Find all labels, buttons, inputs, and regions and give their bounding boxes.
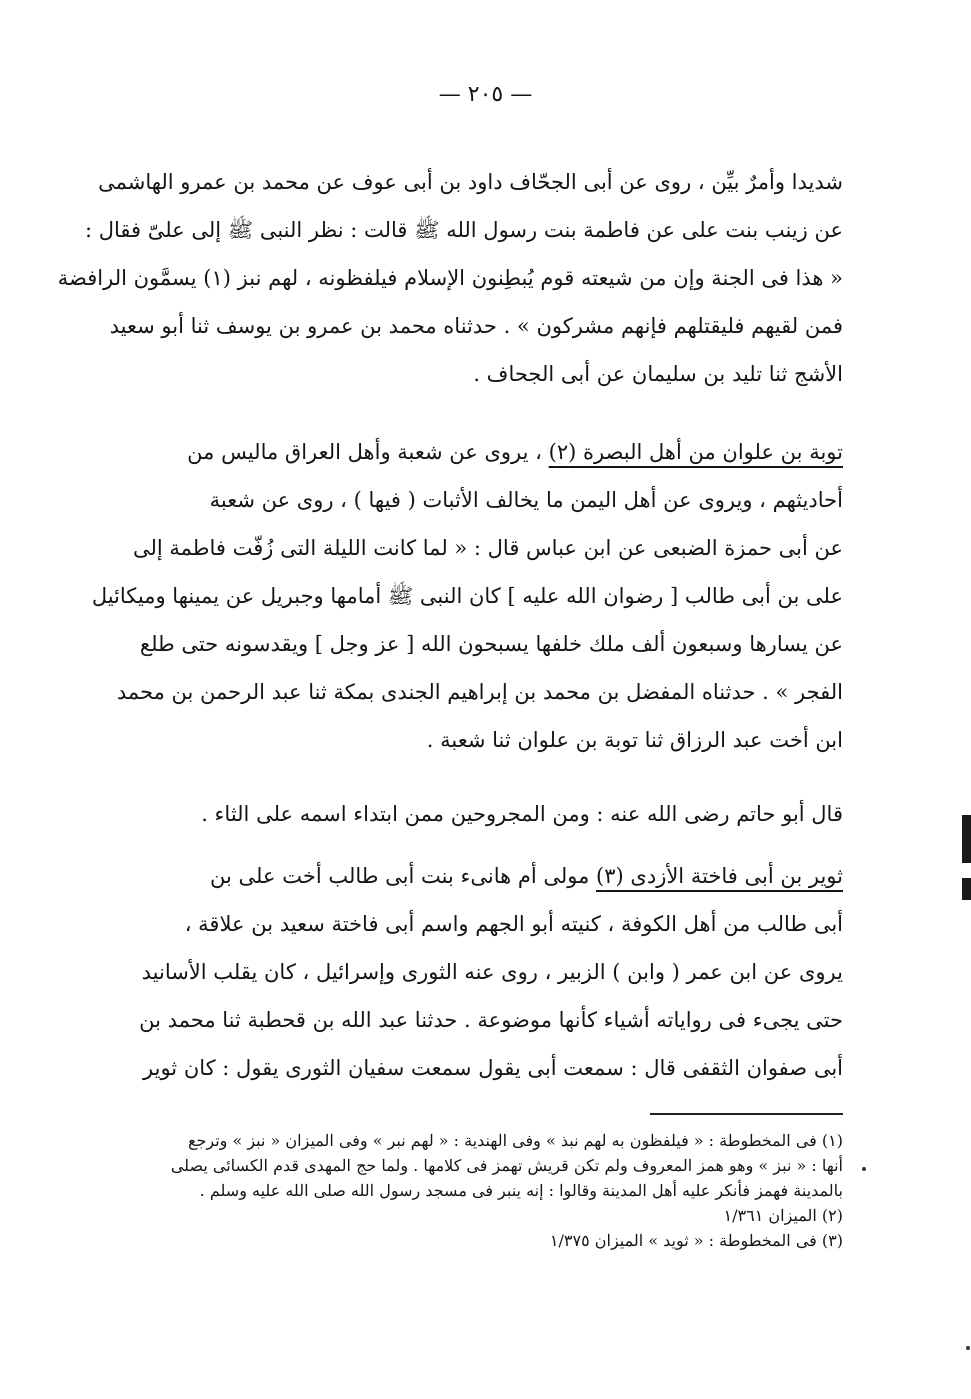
page-number: — ٢٠٥ — <box>438 82 533 107</box>
text-line: ابن أخت عبد الرزاق ثنا توبة بن علوان ثنا شعبة . <box>426 728 843 752</box>
entry-thuwayr <box>125 852 843 1092</box>
text-line: الفجر » . حدثناه المفضل بن محمد بن إبراهيم الجندى بمكة ثنا عبد الرحمن بن محمد <box>116 680 843 704</box>
scan-speck <box>862 1167 866 1171</box>
text-line: شديدا وأمرٌ بيِّن ، روى عن أبى الجحّاف داود بن أبى عوف عن محمد بن عمرو الهاشمى <box>98 170 843 194</box>
entry-heading: توبة بن علوان من أهل البصرة (٢) <box>548 440 843 464</box>
entry-heading: ثوير بن أبى فاختة الأزدى (٣) <box>596 864 843 888</box>
section-note-tha <box>125 790 843 838</box>
text-line: أبى طالب من أهل الكوفة ، كنيته أبو الجهم واسم أبى فاختة سعيد بن علاقة ، <box>184 912 843 936</box>
text-line: عن يسارها وسبعون ألف ملك خلفها يسبحون الله [ عز وجل ] ويقدسونه حتى طلع <box>139 632 843 656</box>
scan-edge-mark <box>962 878 971 900</box>
text-segment: ، يروى عن شعبة وأهل العراق ماليس من <box>187 440 542 464</box>
footnote-line: (٣) فى المخطوطة : « ثويد » الميزان ١/٣٧٥ <box>549 1231 843 1250</box>
text-line: أحاديثهم ، ويروى عن أهل اليمن ما يخالف الأثبات ( فيها ) ، روى عن شعبة <box>209 488 843 512</box>
footnote-line: بالمدينة فهمز فأنكر عليه أهل المدينة وقالوا : إنه ينبر فى مسجد رسول الله صلى الله عليه وسلم . <box>199 1181 843 1200</box>
text-line: على بن أبى طالب [ رضوان الله عليه ] كان النبى ﷺ أمامها وجبريل عن يمينها وميكائيل <box>91 584 843 608</box>
footnote-line: أنها : « نبز » وهو همز المعروف ولم تكن قريش تهمز فى كلامها . ولما حج المهدى قدم الكسائى يصلى <box>170 1156 843 1175</box>
text-line: « هذا فى الجنة وإن من شيعته قوم يُبطِنون الإسلام فيلفظونه ، لهم نبز (١) يسمَّون الرافضة <box>57 266 843 290</box>
text-line <box>125 428 843 476</box>
footnote-line: (٢) الميزان ١/٣٦١ <box>723 1206 843 1225</box>
footnote-line: (١) فى المخطوطة : « فيلفظون به لهم نبذ » وفى الهندية : « لهم نبر » وفى الميزان « نبز » وترجع <box>187 1131 843 1150</box>
footnotes <box>125 1128 843 1253</box>
text-line: الأشج ثنا تليد بن سليمان عن أبى الجحاف . <box>473 362 843 386</box>
text-line: عن زينب بنت على عن فاطمة بنت رسول الله ﷺ قالت : نظر النبى ﷺ إلى علىّ فقال : <box>84 218 843 242</box>
footnote-divider <box>650 1113 843 1115</box>
text-line: حتى يجىء فى رواياته أشياء كأنها موضوعة . حدثنا عبد الله بن قحطبة ثنا محمد بن <box>139 1008 843 1032</box>
paragraph-hadith-fatima <box>57 158 843 398</box>
entry-tawba-ibn-ulwan <box>91 428 843 764</box>
text-segment: مولى أم هانىء بنت أبى طالب أخت على بن <box>210 864 590 888</box>
text-line: يروى عن ابن عمر ( وابن ) الزبير ، روى عنه الثورى وإسرائيل ، كان يقلب الأسانيد <box>141 960 843 984</box>
text-line: عن أبى حمزة الضبعى عن ابن عباس قال : « لما كانت الليلة التى زُفّت فاطمة إلى <box>132 536 843 560</box>
text-line: قال أبو حاتم رضى الله عنه : ومن المجروحين ممن ابتداء اسمه على الثاء . <box>201 802 843 826</box>
text-line: أبى صفوان الثقفى قال : سمعت أبى يقول سمعت سفيان الثورى يقول : كان ثوير <box>143 1056 843 1080</box>
scan-speck <box>966 1346 970 1350</box>
text-line: فمن لقيهم فليقتلهم فإنهم مشركون » . حدثناه محمد بن عمرو بن يوسف ثنا أبو سعيد <box>109 314 843 338</box>
scan-edge-mark <box>962 815 971 863</box>
text-line <box>125 852 843 900</box>
